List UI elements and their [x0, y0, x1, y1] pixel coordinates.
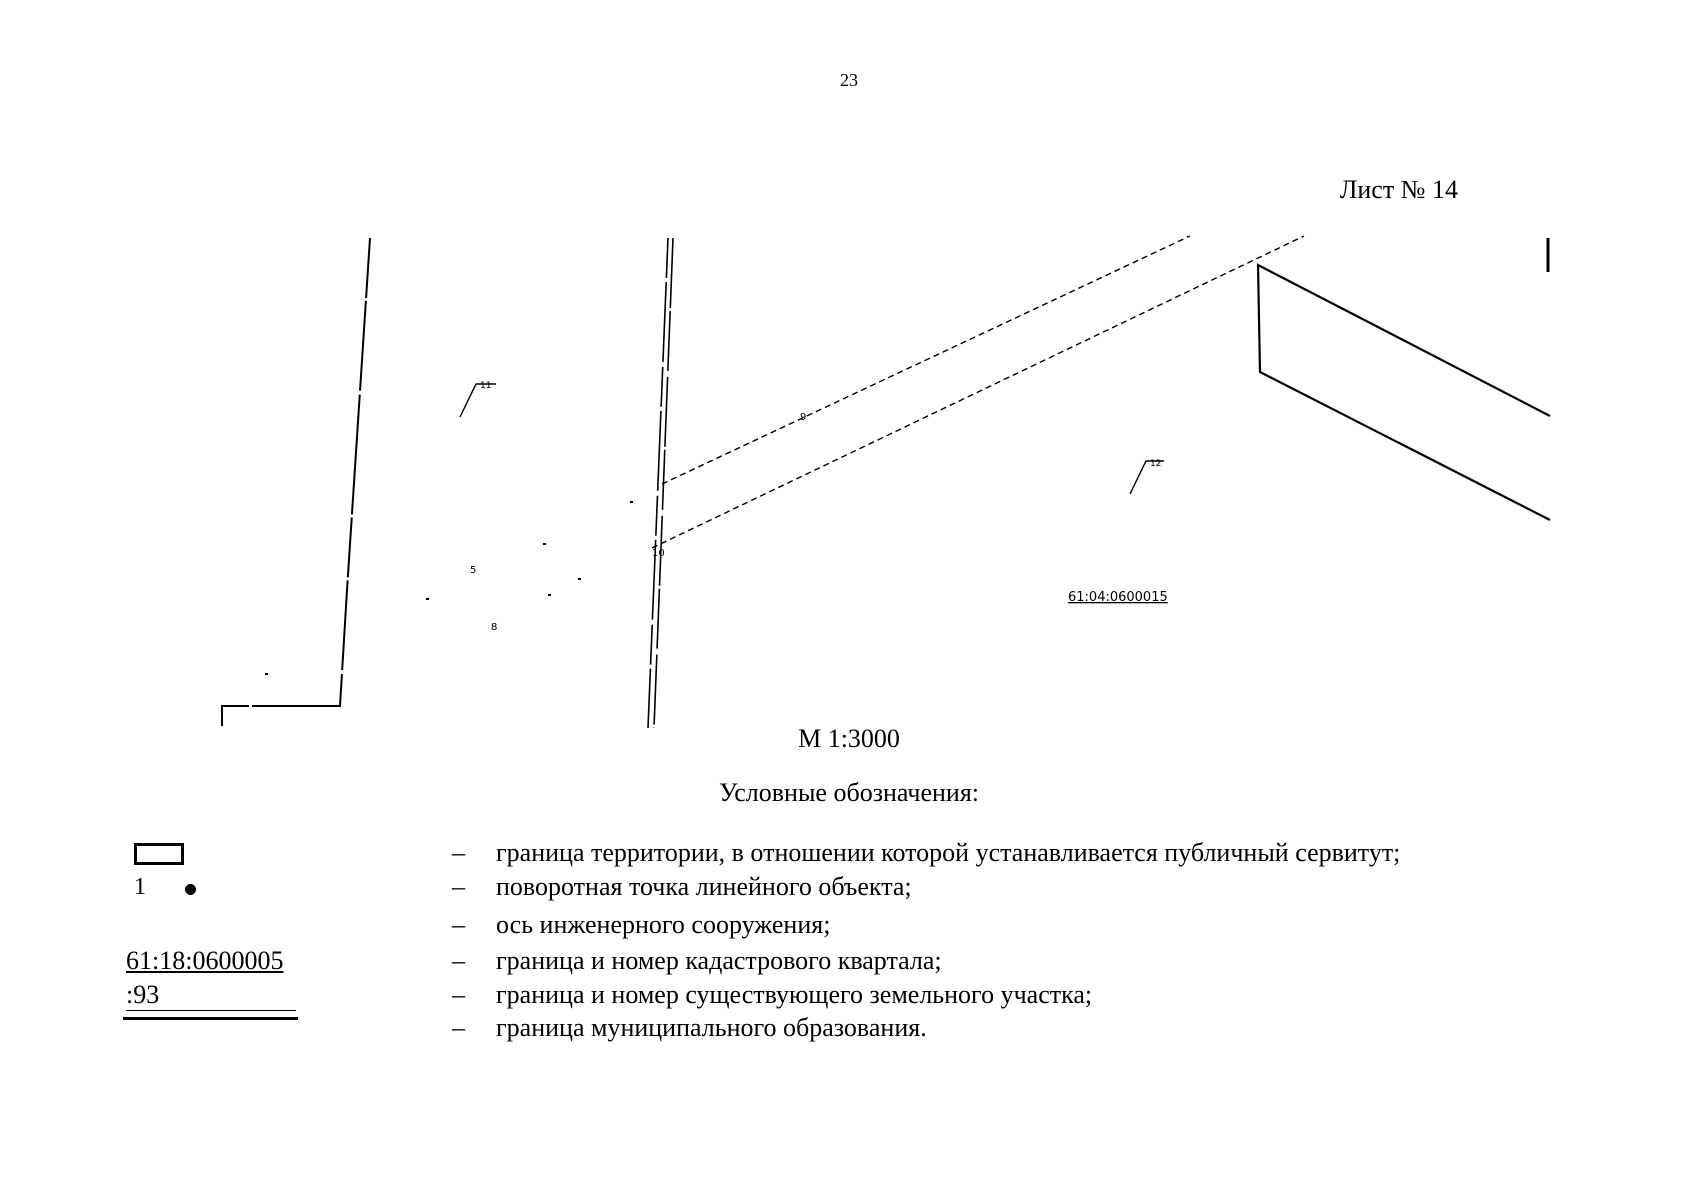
servitude-line-lower	[652, 236, 1304, 548]
legend-symbol-axis	[118, 910, 308, 944]
point-label: 12	[1150, 459, 1162, 469]
point-label: 8	[491, 622, 498, 633]
cadastral-quarter-label: 61:04:0600015	[1068, 590, 1168, 605]
point-number-sample: 1	[134, 874, 146, 900]
axis-dots	[265, 501, 633, 675]
legend-dash: –	[452, 910, 465, 939]
legend-row-axis	[0, 910, 1698, 944]
legend-text-axis: ось инженерного сооружения;	[496, 910, 831, 939]
servitude-line-upper	[662, 236, 1190, 484]
legend-dash: –	[452, 838, 465, 867]
legend-dash: –	[452, 1013, 465, 1042]
legend-text-municipal: граница муниципального образования.	[496, 1013, 927, 1042]
legend-symbol-servitude	[118, 838, 308, 872]
legend-title: Условные обозначения:	[718, 778, 980, 807]
legend-symbol-municipal	[118, 1013, 308, 1047]
parcel-boundary	[1258, 265, 1550, 520]
point-label: 11	[480, 381, 492, 391]
legend-dash: –	[452, 872, 465, 901]
municipal-boundary-left	[222, 238, 370, 726]
legend-dash: –	[452, 980, 465, 1009]
point-dot-icon	[185, 884, 196, 895]
legend-row-parcel	[0, 980, 1698, 1014]
cadastral-quarter-sample: 61:18:0600005	[126, 946, 284, 975]
legend-symbol-quarter	[118, 946, 308, 980]
legend-row-quarter	[0, 946, 1698, 980]
point-label: 5	[470, 565, 477, 576]
sheet-label: Лист № 14	[1339, 175, 1458, 204]
parcel-number-sample: :93	[126, 980, 296, 1011]
legend-text-parcel: граница и номер существующего земельного участка;	[496, 980, 1093, 1009]
page-number: 23	[840, 70, 858, 90]
legend-text-quarter: граница и номер кадастрового квартала;	[496, 946, 942, 975]
legend-row-point	[0, 872, 1698, 906]
point-label: 9	[800, 412, 807, 423]
legend-text-point: поворотная точка линейного объекта;	[496, 872, 912, 901]
legend-dash: –	[452, 946, 465, 975]
municipal-boundary-symbol	[123, 1017, 298, 1020]
legend-symbol-point	[118, 872, 308, 906]
servitude-boundary-symbol	[134, 843, 184, 865]
point-label: 10	[652, 548, 665, 559]
legend-row-municipal	[0, 1013, 1698, 1047]
scale-label: М 1:3000	[798, 724, 900, 753]
legend-symbol-parcel	[118, 980, 308, 1014]
legend-text-servitude: граница территории, в отношении которой устанавливается публичный сервитут;	[496, 838, 1401, 867]
legend-row-servitude	[0, 838, 1698, 872]
